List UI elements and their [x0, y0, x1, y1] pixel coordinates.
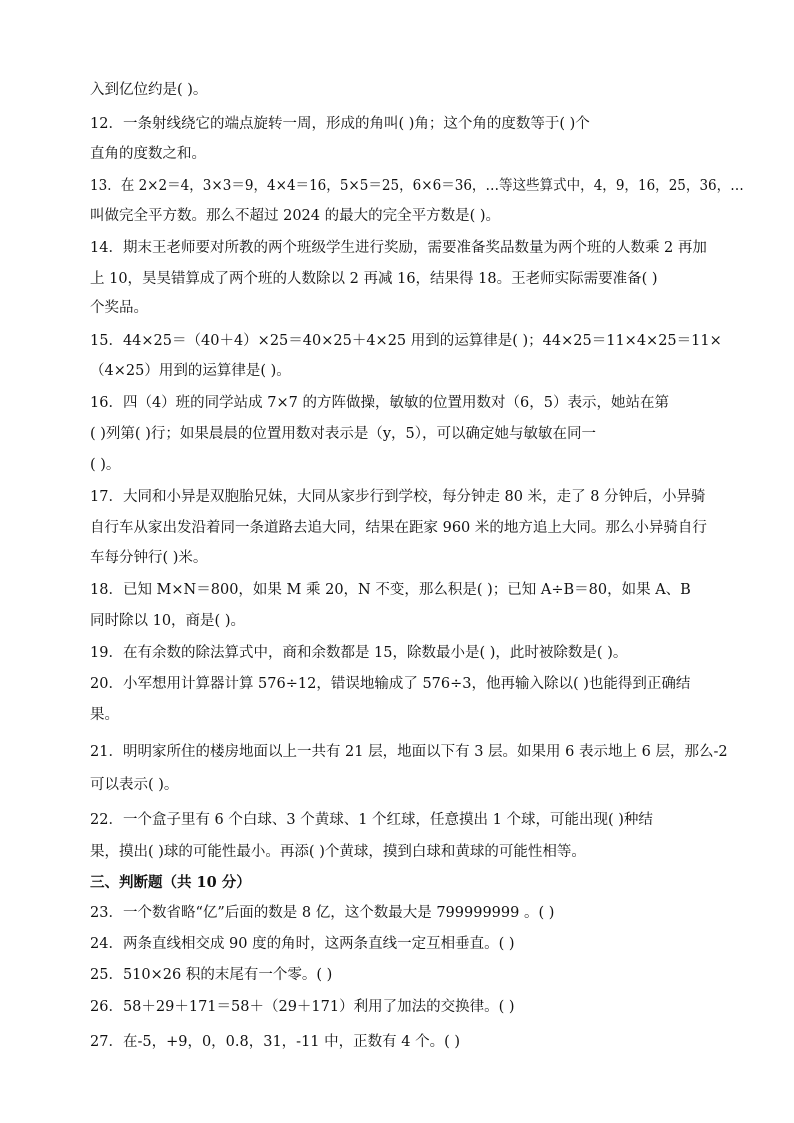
- q17-line-2: 自行车从家出发沿着同一条道路去追大同，结果在距家 960 米的地方追上大同。那么小异骑自行: [90, 520, 707, 536]
- q16-line-2: ( )列第( )行；如果晨晨的位置用数对表示是（y，5），可以确定她与敏敏在同一: [90, 426, 597, 442]
- q22-line-1: 22．一个盒子里有 6 个白球、3 个黄球、1 个红球，任意摸出 1 个球，可能出现( )种结: [90, 812, 653, 828]
- q19-line-1: 19．在有余数的除法算式中，商和余数都是 15，除数最小是( )，此时被除数是( )。: [90, 645, 628, 661]
- q14-line-1: 14．期末王老师要对所教的两个班级学生进行奖励，需要准备奖品数量为两个班的人数乘 2 再加: [90, 240, 707, 256]
- q11-continuation: 入到亿位约是( )。: [90, 82, 208, 98]
- q16-line-1: 16．四（4）班的同学站成 7×7 的方阵做操，敏敏的位置用数对（6，5）表示，她站在第: [90, 395, 669, 411]
- q13-line-1: 13．在 2×2＝4，3×3＝9，4×4＝16，5×5＝25，6×6＝36，…等这些算式中，4，9，16，25，36，…: [90, 178, 744, 194]
- section-heading-true-false: 三、判断题（共 10 分）: [90, 874, 251, 891]
- q14-line-3: 个奖品。: [90, 300, 148, 316]
- q18-line-1: 18．已知 M×N＝800，如果 M 乘 20，N 不变，那么积是( )；已知 A÷B＝80，如果 A、B: [90, 582, 691, 598]
- q22-line-2: 果，摸出( )球的可能性最小。再添( )个黄球，摸到白球和黄球的可能性相等。: [90, 844, 586, 860]
- q15-line-2: （4×25）用到的运算律是( )。: [90, 363, 291, 379]
- q21-line-1: 21．明明家所住的楼房地面以上一共有 21 层，地面以下有 3 层。如果用 6 表示地上 6 层，那么-2: [90, 744, 728, 760]
- q12-line-1: 12．一条射线绕它的端点旋转一周，形成的角叫( )角；这个角的度数等于( )个: [90, 116, 590, 132]
- q17-line-3: 车每分钟行( )米。: [90, 550, 208, 566]
- q16-line-3: ( )。: [90, 457, 121, 473]
- q20-line-2: 果。: [90, 707, 119, 723]
- q15-line-1: 15．44×25＝（40＋4）×25＝40×25＋4×25 用到的运算律是( )；44×25＝11×4×25＝11×: [90, 333, 722, 349]
- q20-line-1: 20．小军想用计算器计算 576÷12，错误地输成了 576÷3，他再输入除以( )也能得到正确结: [90, 676, 691, 692]
- q26-line: 26．58＋29＋171＝58＋（29＋171）利用了加法的交换律。( ): [90, 999, 515, 1015]
- q23-line: 23．一个数省略“亿”后面的数是 8 亿，这个数最大是 799999999 。( ): [90, 905, 555, 921]
- q13-line-2: 叫做完全平方数。那么不超过 2024 的最大的完全平方数是( )。: [90, 208, 501, 224]
- q25-line: 25．510×26 积的末尾有一个零。( ): [90, 967, 333, 983]
- q24-line: 24．两条直线相交成 90 度的角时，这两条直线一定互相垂直。( ): [90, 936, 515, 952]
- q18-line-2: 同时除以 10，商是( )。: [90, 613, 245, 629]
- q14-line-2: 上 10，昊昊错算成了两个班的人数除以 2 再减 16，结果得 18。王老师实际需要准备( ): [90, 271, 658, 287]
- q12-line-2: 直角的度数之和。: [90, 146, 206, 162]
- q17-line-1: 17．大同和小异是双胞胎兄妹，大同从家步行到学校，每分钟走 80 米，走了 8 分钟后，小异骑: [90, 489, 706, 505]
- q27-line: 27．在-5，+9，0，0.8，31，-11 中，正数有 4 个。( ): [90, 1034, 461, 1050]
- q21-line-2: 可以表示( )。: [90, 777, 179, 793]
